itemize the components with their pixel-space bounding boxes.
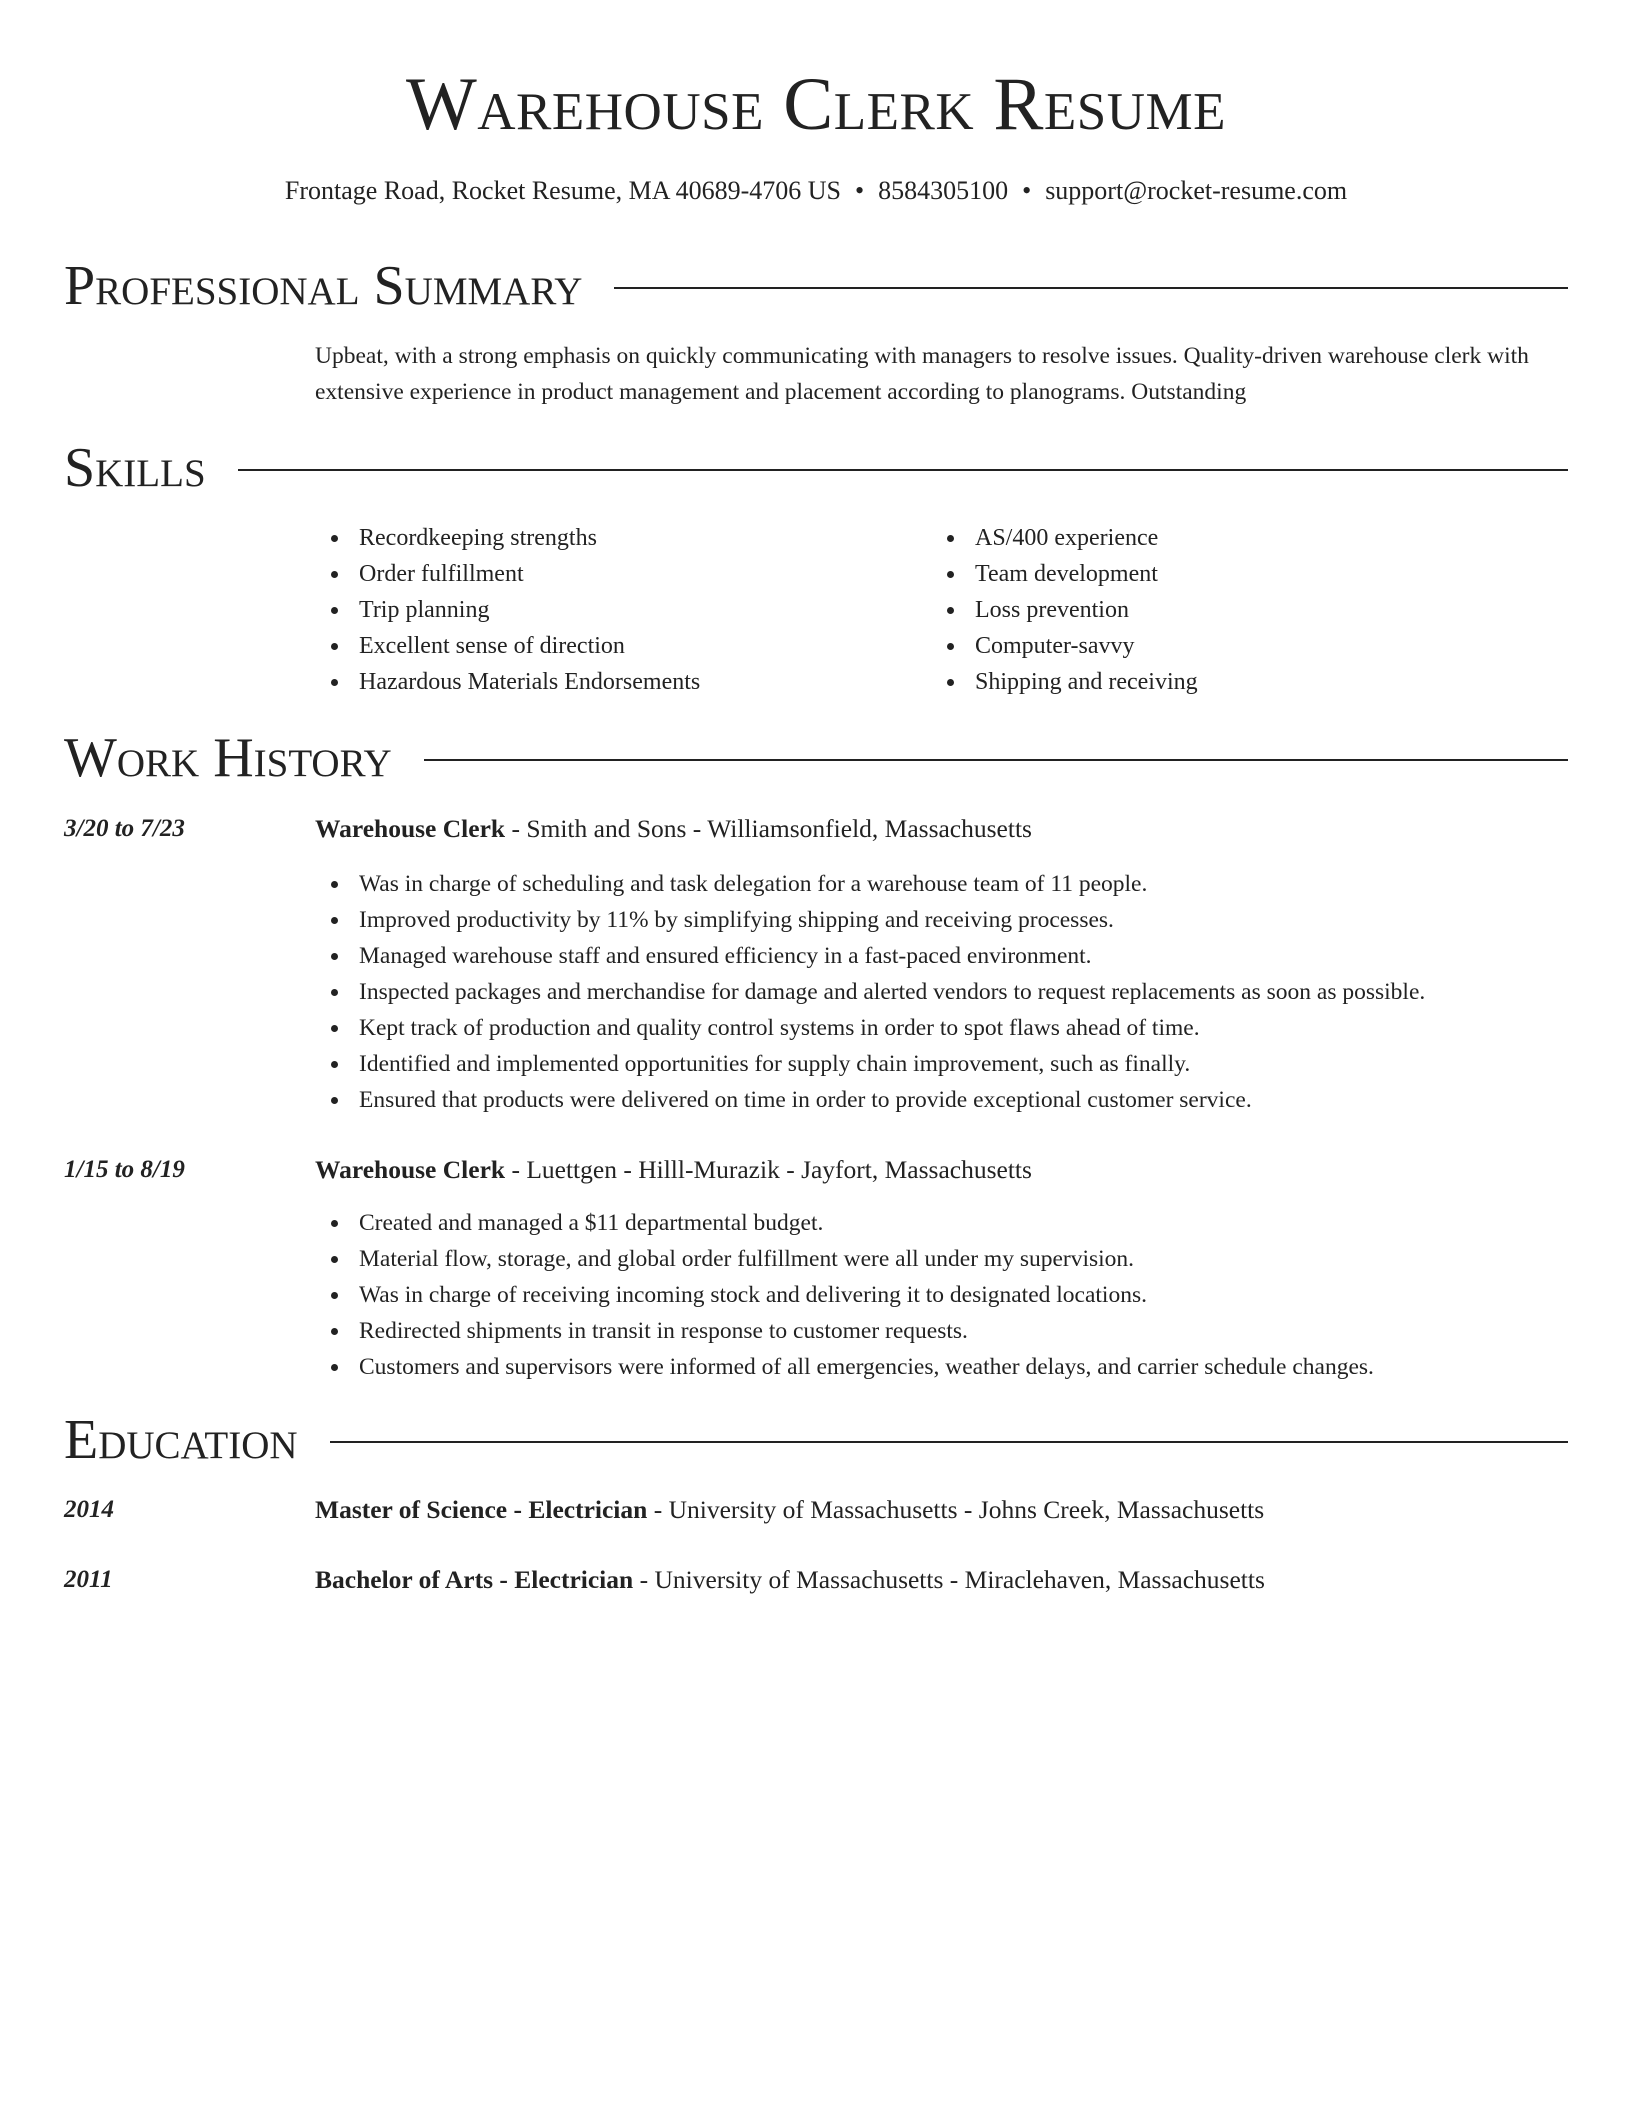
skills-list-right	[931, 520, 1198, 700]
section-divider	[330, 1441, 1568, 1443]
contact-email: support@rocket-resume.com	[1045, 176, 1348, 205]
contact-separator: •	[854, 176, 865, 205]
skill-item: Recordkeeping strengths	[315, 520, 700, 556]
job-bullet: Improved productivity by 11% by simplifying shipping and receiving processes.	[315, 902, 1425, 938]
job-bullet: Created and managed a $11 departmental budget.	[315, 1205, 1374, 1241]
section-header-skills	[64, 436, 1568, 500]
job-header	[315, 1152, 1032, 1188]
skill-item: Team development	[931, 556, 1198, 592]
job-dates: 3/20 to 7/23	[64, 815, 185, 842]
skills-list-left	[315, 520, 700, 700]
education-details: - University of Massachusetts - Johns Creek, Massachusetts	[653, 1495, 1265, 1524]
job-details: - Luettgen - Hilll-Murazik - Jayfort, Massachusetts	[511, 1155, 1032, 1184]
job-bullet: Managed warehouse staff and ensured efficiency in a fast-paced environment.	[315, 938, 1425, 974]
section-header-work	[64, 726, 1568, 790]
skill-item: Excellent sense of direction	[315, 628, 700, 664]
job-bullet: Material flow, storage, and global order fulfillment were all under my supervision.	[315, 1241, 1374, 1277]
contact-line	[64, 173, 1568, 209]
job-bullet: Was in charge of receiving incoming stock and delivering it to designated locations.	[315, 1277, 1374, 1313]
contact-address: Frontage Road, Rocket Resume, MA 40689-4706 US	[284, 176, 841, 205]
job-bullet: Inspected packages and merchandise for damage and alerted vendors to request replacements as soon as possible.	[315, 974, 1425, 1010]
section-title-work: Work History	[64, 727, 392, 789]
job-bullet: Was in charge of scheduling and task delegation for a warehouse team of 11 people.	[315, 866, 1425, 902]
education-details: - University of Massachusetts - Miraclehaven, Massachusetts	[639, 1565, 1265, 1594]
section-header-education	[64, 1408, 1568, 1472]
job-title: Warehouse Clerk	[315, 1155, 506, 1184]
section-divider	[424, 759, 1568, 761]
section-header-summary	[64, 254, 1568, 318]
resume-title: Warehouse Clerk Resume	[405, 63, 1226, 146]
education-entry	[315, 1492, 1264, 1528]
section-divider	[238, 469, 1568, 471]
skill-item: Loss prevention	[931, 592, 1198, 628]
section-divider	[614, 287, 1568, 289]
summary-text: Upbeat, with a strong emphasis on quickly communicating with managers to resolve issues. Quality-driven warehouse clerk with extensive experience in product management and placement according to planograms. Outstanding	[315, 343, 1529, 405]
job-details: - Smith and Sons - Williamsonfield, Massachusetts	[511, 814, 1032, 843]
skill-item: Computer-savvy	[931, 628, 1198, 664]
job-header	[315, 811, 1032, 847]
skill-item: AS/400 experience	[931, 520, 1198, 556]
job-bullets	[315, 866, 1425, 1118]
job-bullet: Ensured that products were delivered on time in order to provide exceptional customer service.	[315, 1082, 1425, 1118]
education-year: 2014	[64, 1496, 114, 1523]
contact-phone: 8584305100	[878, 176, 1009, 205]
education-degree: Bachelor of Arts - Electrician	[315, 1565, 634, 1594]
job-bullets	[315, 1205, 1374, 1385]
job-title: Warehouse Clerk	[315, 814, 506, 843]
education-degree: Master of Science - Electrician	[315, 1495, 648, 1524]
section-title-education: Education	[64, 1409, 298, 1471]
job-bullet: Kept track of production and quality control systems in order to spot flaws ahead of time.	[315, 1010, 1425, 1046]
section-title-skills: Skills	[64, 437, 206, 499]
job-dates: 1/15 to 8/19	[64, 1156, 185, 1183]
education-entry	[315, 1562, 1265, 1598]
job-bullet: Identified and implemented opportunities for supply chain improvement, such as finally.	[315, 1046, 1425, 1082]
skill-item: Trip planning	[315, 592, 700, 628]
skill-item: Order fulfillment	[315, 556, 700, 592]
job-bullet: Redirected shipments in transit in response to customer requests.	[315, 1313, 1374, 1349]
skill-item: Shipping and receiving	[931, 664, 1198, 700]
skill-item: Hazardous Materials Endorsements	[315, 664, 700, 700]
job-bullet: Customers and supervisors were informed of all emergencies, weather delays, and carrier schedule changes.	[315, 1349, 1374, 1385]
education-year: 2011	[64, 1566, 113, 1593]
section-title-summary: Professional Summary	[64, 255, 583, 317]
contact-separator: •	[1022, 176, 1032, 205]
